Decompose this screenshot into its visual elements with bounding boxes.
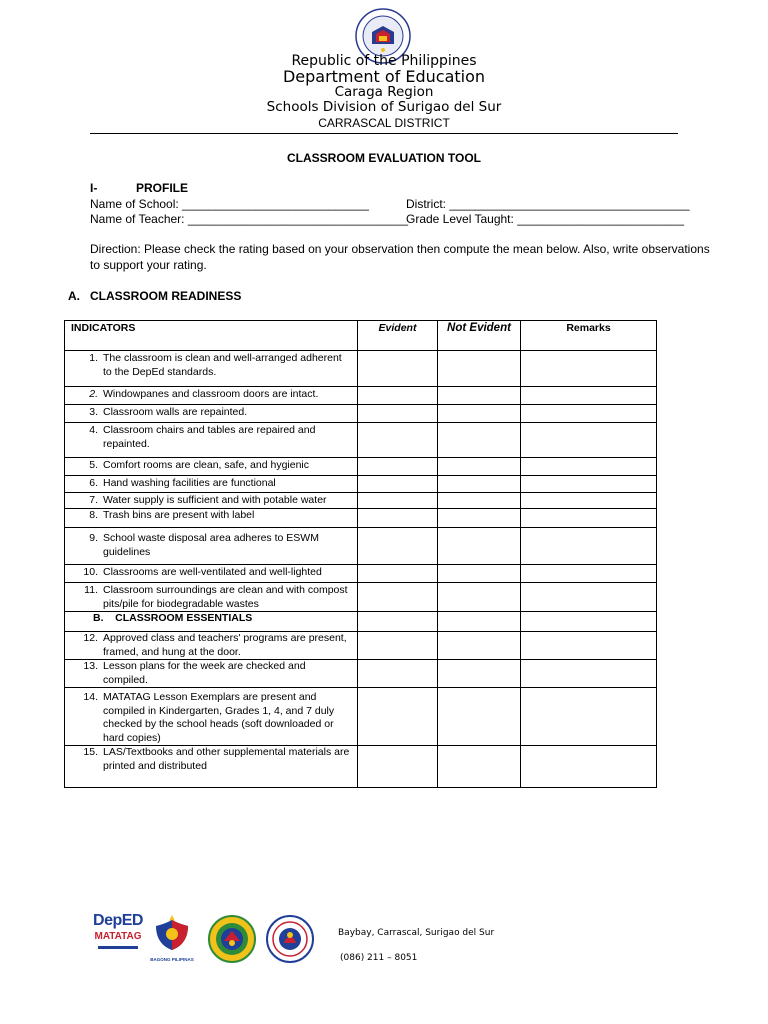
row-number: 2. [89, 388, 98, 400]
teacher-name-field: Name of Teacher: _________________________________ [90, 212, 409, 226]
profile-heading: PROFILE [136, 181, 189, 195]
not-evident-cell[interactable] [438, 476, 521, 493]
row-number: 12. [83, 632, 98, 644]
row-number: 6. [89, 477, 98, 489]
school-name-field: Name of School: ____________________________ [90, 197, 369, 211]
deped-matatag-logo [92, 912, 144, 962]
evident-cell[interactable] [358, 746, 438, 788]
remarks-cell[interactable] [521, 405, 657, 423]
evident-cell[interactable] [358, 509, 438, 528]
row-number: 3. [89, 406, 98, 418]
evident-cell[interactable] [358, 612, 438, 632]
indicator-text: Classroom chairs and tables are repaired and repainted. [103, 424, 316, 450]
profile-number: I- [90, 181, 98, 195]
indicator-text: Classrooms are well-ventilated and well-lighted [103, 566, 322, 578]
remarks-cell[interactable] [521, 458, 657, 476]
table-row [65, 493, 657, 509]
table-row [65, 476, 657, 493]
header-district: CARRASCAL DISTRICT [318, 116, 450, 130]
indicator-text: Water supply is sufficient and with potable water [103, 494, 327, 506]
indicators-header: INDICATORS [65, 321, 358, 351]
not-evident-cell[interactable] [438, 493, 521, 509]
header-region: Caraga Region [334, 84, 434, 100]
table-row [65, 565, 657, 583]
grade-level-field: Grade Level Taught: _________________________ [406, 212, 685, 226]
remarks-cell[interactable] [521, 565, 657, 583]
section-b-letter: B. [93, 612, 104, 624]
remarks-cell[interactable] [521, 660, 657, 688]
table-row [65, 509, 657, 528]
bagong-pilipinas-icon [150, 912, 194, 952]
table-row [65, 405, 657, 423]
remarks-cell[interactable] [521, 351, 657, 387]
row-number: 8. [89, 509, 98, 521]
evident-cell[interactable] [358, 387, 438, 405]
remarks-cell[interactable] [521, 583, 657, 612]
evident-cell[interactable] [358, 423, 438, 458]
evident-cell[interactable] [358, 351, 438, 387]
evident-cell[interactable] [358, 583, 438, 612]
not-evident-cell[interactable] [438, 405, 521, 423]
row-number: 11. [84, 584, 98, 596]
not-evident-cell[interactable] [438, 583, 521, 612]
not-evident-cell[interactable] [438, 632, 521, 660]
section-a-heading: CLASSROOM READINESS [90, 289, 242, 303]
evident-cell[interactable] [358, 565, 438, 583]
indicator-text: Trash bins are present with label [103, 509, 255, 521]
indicator-text: Windowpanes and classroom doors are intact. [103, 388, 319, 400]
evaluation-table [64, 320, 657, 788]
remarks-cell[interactable] [521, 423, 657, 458]
not-evident-cell[interactable] [438, 423, 521, 458]
not-evident-header: Not Evident [438, 321, 521, 351]
evident-cell[interactable] [358, 476, 438, 493]
district-field: District: ____________________________________ [406, 197, 690, 211]
not-evident-cell[interactable] [438, 688, 521, 746]
evident-cell[interactable] [358, 493, 438, 509]
section-b-heading [65, 612, 358, 632]
header-republic: Republic of the Philippines [291, 53, 477, 69]
not-evident-cell[interactable] [438, 387, 521, 405]
not-evident-cell[interactable] [438, 612, 521, 632]
evident-cell[interactable] [358, 405, 438, 423]
indicator-text: MATATAG Lesson Exemplars are present and compiled in Kindergarten, Grades 1, 4, and 7 duly checked by the school heads (soft downloaded or hard copies) [103, 691, 335, 744]
row-number: 15. [83, 746, 98, 758]
row-number: 7. [89, 494, 98, 506]
not-evident-cell[interactable] [438, 509, 521, 528]
remarks-cell[interactable] [521, 509, 657, 528]
table-row [65, 351, 657, 387]
indicator-text: Approved class and teachers' programs are present, framed, and hung at the door. [103, 632, 347, 658]
indicator-text: The classroom is clean and well-arranged adherent to the DepEd standards. [103, 352, 342, 378]
direction-line-2: to support your rating. [90, 258, 207, 272]
deped-wordmark: DepED [93, 912, 143, 929]
not-evident-cell[interactable] [438, 565, 521, 583]
table-row [65, 660, 657, 688]
footer-address: Baybay, Carrascal, Surigao del Sur [338, 928, 495, 938]
row-number: 1. [89, 352, 98, 364]
table-row [65, 632, 657, 660]
district-seal-logo [266, 915, 314, 963]
indicator-text: LAS/Textbooks and other supplemental materials are printed and distributed [103, 746, 350, 772]
evident-cell[interactable] [358, 632, 438, 660]
row-number: 13. [83, 660, 98, 672]
table-row [65, 458, 657, 476]
evident-cell[interactable] [358, 528, 438, 565]
table-row [65, 746, 657, 788]
not-evident-cell[interactable] [438, 660, 521, 688]
not-evident-cell[interactable] [438, 528, 521, 565]
row-number: 10. [83, 566, 98, 578]
remarks-cell[interactable] [521, 612, 657, 632]
indicator-text: Lesson plans for the week are checked and compiled. [103, 660, 306, 686]
evident-header: Evident [358, 321, 438, 351]
indicator-text: Classroom surroundings are clean and with compost pits/pile for biodegradable wastes [103, 584, 348, 610]
evident-cell[interactable] [358, 660, 438, 688]
remarks-header: Remarks [521, 321, 657, 351]
header-department: Department of Education [282, 67, 486, 86]
remarks-cell[interactable] [521, 746, 657, 788]
table-row [65, 688, 657, 746]
bagong-pilipinas-logo [150, 912, 194, 960]
indicator-text: Comfort rooms are clean, safe, and hygienic [103, 459, 310, 471]
indicator-text: Classroom walls are repainted. [103, 406, 248, 418]
logo-underline [98, 946, 138, 949]
table-header-row [65, 321, 657, 351]
table-row [65, 423, 657, 458]
row-number: 4. [89, 424, 98, 436]
header-division: Schools Division of Surigao del Sur [266, 99, 502, 115]
remarks-cell[interactable] [521, 688, 657, 746]
section-a-letter: A. [68, 289, 80, 303]
indicator-text: School waste disposal area adheres to ESWM guidelines [103, 532, 319, 558]
remarks-cell[interactable] [521, 476, 657, 493]
table-row [65, 583, 657, 612]
table-row [65, 387, 657, 405]
row-number: 5. [89, 459, 98, 471]
evident-cell[interactable] [358, 458, 438, 476]
remarks-cell[interactable] [521, 493, 657, 509]
footer-phone: (086) 211 – 8051 [340, 953, 418, 963]
section-b-label: CLASSROOM ESSENTIALS [115, 612, 253, 624]
matatag-wordmark: MATATAG [94, 931, 142, 942]
bagong-pilipinas-label: BAGONG PILIPINAS [150, 957, 194, 962]
row-number: 14. [83, 691, 98, 703]
not-evident-cell[interactable] [438, 458, 521, 476]
header-divider [90, 133, 678, 134]
evident-cell[interactable] [358, 688, 438, 746]
remarks-cell[interactable] [521, 528, 657, 565]
direction-line-1: Direction: Please check the rating based on your observation then compute the mean below. Also, write observations [90, 242, 710, 256]
remarks-cell[interactable] [521, 632, 657, 660]
indicator-text: Hand washing facilities are functional [103, 477, 276, 489]
remarks-cell[interactable] [521, 387, 657, 405]
division-seal-logo [208, 915, 256, 963]
not-evident-cell[interactable] [438, 746, 521, 788]
document-title: CLASSROOM EVALUATION TOOL [287, 151, 481, 165]
section-b-row [65, 612, 657, 632]
row-number: 9. [89, 532, 98, 544]
table-row [65, 528, 657, 565]
not-evident-cell[interactable] [438, 351, 521, 387]
